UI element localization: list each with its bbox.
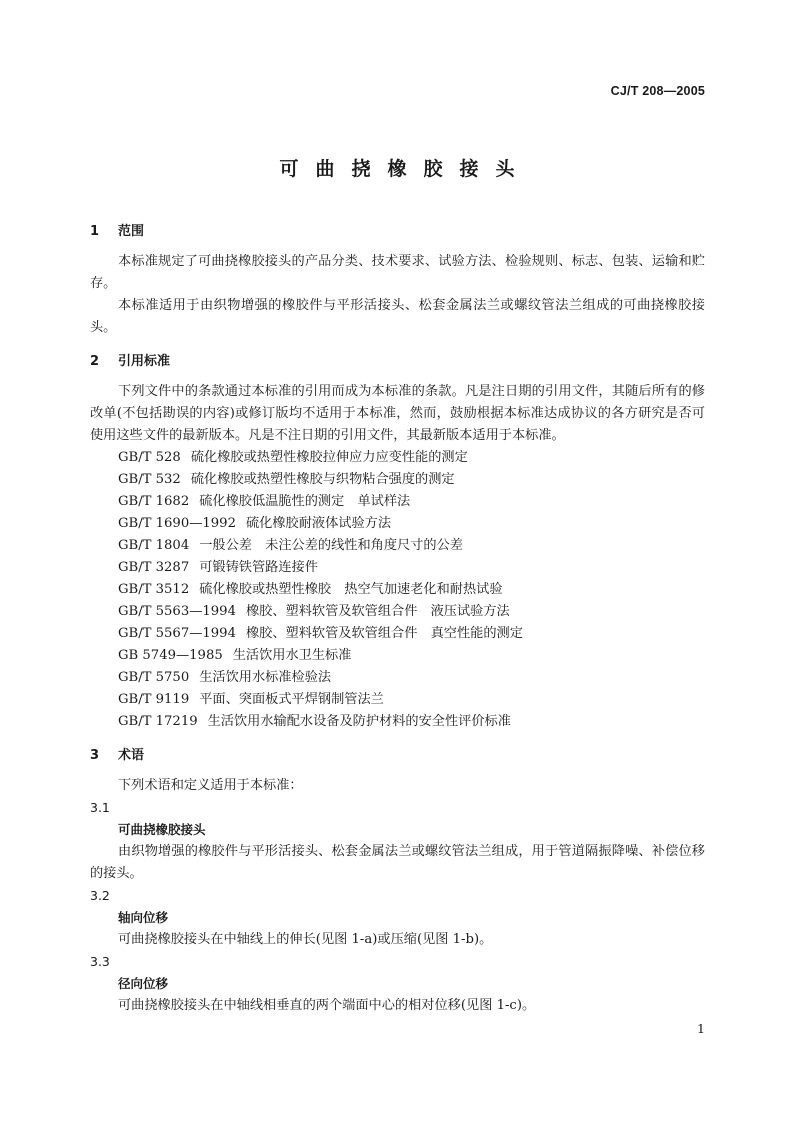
section-number: 3 <box>90 748 100 763</box>
reference-item <box>118 579 705 601</box>
reference-code: GB/T 3512 <box>118 582 190 597</box>
section-number: 2 <box>90 354 100 369</box>
reference-item <box>118 623 705 645</box>
section-title: 范围 <box>118 224 145 239</box>
reference-item <box>118 535 705 557</box>
document-body <box>90 221 705 1017</box>
term-definition: 由织物增强的橡胶件与平形活接头、松套金属法兰或螺纹管法兰组成，用于管道隔振降噪、补偿位移的接头。 <box>90 844 705 881</box>
section-title: 术语 <box>118 748 145 763</box>
section-number: 1 <box>90 224 100 239</box>
term-definition: 可曲挠橡胶接头在中轴线相垂直的两个端面中心的相对位移(见图 1-c)。 <box>118 998 536 1013</box>
reference-title: 硫化橡胶或热塑性橡胶 热空气加速老化和耐热试验 <box>199 582 503 597</box>
reference-code: GB/T 1690—1992 <box>118 516 236 531</box>
reference-code: GB 5749—1985 <box>118 648 223 663</box>
page-number: 1 <box>697 1021 705 1036</box>
term-number: 3.2 <box>90 888 110 903</box>
term-number: 3.1 <box>90 800 110 815</box>
reference-list <box>90 447 705 733</box>
reference-item <box>118 689 705 711</box>
document-title: 可曲挠橡胶接头 <box>279 158 532 180</box>
term-definition: 可曲挠橡胶接头在中轴线上的伸长(见图 1-a)或压缩(见图 1-b)。 <box>118 932 493 947</box>
reference-title: 硫化橡胶或热塑性橡胶拉伸应力应变性能的测定 <box>190 450 468 465</box>
reference-item <box>118 667 705 689</box>
reference-item <box>118 447 705 469</box>
reference-code: GB/T 5563—1994 <box>118 604 236 619</box>
reference-code: GB/T 9119 <box>118 692 190 707</box>
reference-item <box>118 557 705 579</box>
paragraph: 本标准规定了可曲挠橡胶接头的产品分类、技术要求、试验方法、检验规则、标志、包装、运输和贮存。 <box>90 254 705 291</box>
reference-code: GB/T 1804 <box>118 538 190 553</box>
paragraph: 本标准适用于由织物增强的橡胶件与平形活接头、松套金属法兰或螺纹管法兰组成的可曲挠橡胶接头。 <box>90 298 705 335</box>
reference-item <box>118 711 705 733</box>
reference-title: 硫化橡胶低温脆性的测定 单试样法 <box>199 494 411 509</box>
reference-title: 可锻铸铁管路连接件 <box>199 560 318 575</box>
reference-title: 一般公差 未注公差的线性和角度尺寸的公差 <box>199 538 463 553</box>
reference-item <box>118 513 705 535</box>
term-number: 3.3 <box>90 954 110 969</box>
reference-code: GB/T 528 <box>118 450 181 465</box>
reference-item <box>118 469 705 491</box>
reference-code: GB/T 1682 <box>118 494 190 509</box>
reference-title: 硫化橡胶或热塑性橡胶与织物粘合强度的测定 <box>190 472 455 487</box>
paragraph: 下列术语和定义适用于本标准： <box>118 778 303 793</box>
section-3-heading <box>90 745 705 767</box>
reference-code: GB/T 17219 <box>118 714 198 729</box>
reference-title: 生活饮用水卫生标准 <box>232 648 352 663</box>
section-2-heading <box>90 351 705 373</box>
reference-code: GB/T 5567—1994 <box>118 626 236 641</box>
term-name: 径向位移 <box>118 976 169 991</box>
reference-title: 橡胶、塑料软管及软管组合件 液压试验方法 <box>245 604 510 619</box>
reference-code: GB/T 3287 <box>118 560 190 575</box>
term-name: 轴向位移 <box>118 910 169 925</box>
reference-item <box>118 491 705 513</box>
reference-title: 橡胶、塑料软管及软管组合件 真空性能的测定 <box>245 626 523 641</box>
section-1-heading <box>90 221 705 243</box>
reference-title: 硫化橡胶耐液体试验方法 <box>245 516 392 531</box>
term-name: 可曲挠橡胶接头 <box>118 822 206 837</box>
reference-item <box>118 601 705 623</box>
reference-code: GB/T 532 <box>118 472 181 487</box>
standard-code: CJ/T 208—2005 <box>610 84 705 98</box>
reference-item <box>118 645 705 667</box>
paragraph: 下列文件中的条款通过本标准的引用而成为本标准的条款。凡是注日期的引用文件，其随后所有的修改单(不包括勘误的内容)或修订版均不适用于本标准，然而，鼓励根据本标准达成协议的各方研究是否可使用这些文件的最新版本。凡是不注日期的引用文件，其最新版本适用于本标准。 <box>90 384 705 443</box>
reference-title: 平面、突面板式平焊钢制管法兰 <box>199 692 384 707</box>
reference-code: GB/T 5750 <box>118 670 190 685</box>
section-title: 引用标准 <box>118 354 171 369</box>
reference-title: 生活饮用水输配水设备及防护材料的安全性评价标准 <box>207 714 511 729</box>
reference-title: 生活饮用水标准检验法 <box>199 670 332 685</box>
